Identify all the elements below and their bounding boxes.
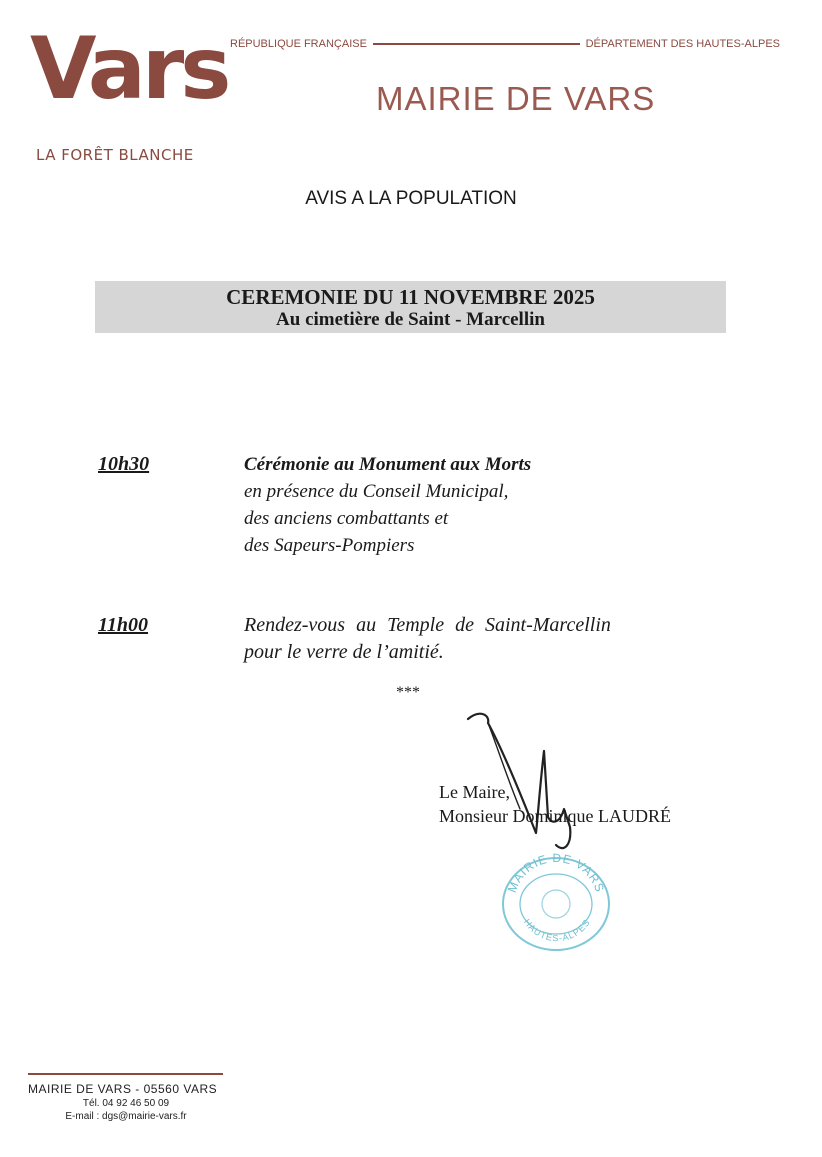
footer-phone: Tél. 04 92 46 50 09 [82, 1098, 170, 1109]
page-title: MAIRIE DE VARS [376, 80, 656, 117]
footer-email: E-mail : dgs@mairie-vars.fr [65, 1111, 187, 1122]
svg-text:HAUTES-ALPES [522, 917, 592, 943]
signatory-name: Monsieur Dominique LAUDRÉ [439, 806, 671, 826]
department-caption: DÉPARTEMENT DES HAUTES-ALPES [585, 38, 780, 50]
svg-text:MAIRIE DE VARS [505, 852, 607, 895]
banner-line-1: CEREMONIE DU 11 NOVEMBRE 2025 [226, 285, 595, 309]
separator: *** [396, 684, 420, 701]
program-line: en présence du Conseil Municipal, [244, 481, 509, 502]
ceremony-banner [95, 281, 726, 333]
program-item-1 [244, 451, 726, 559]
program-heading-1: Cérémonie au Monument aux Morts [244, 454, 532, 475]
logo-tagline: LA FORÊT BLANCHE [36, 146, 194, 164]
footer-rule [28, 1073, 223, 1075]
footer-address: MAIRIE DE VARS - 05560 VARS [28, 1082, 218, 1096]
program-line: des Sapeurs-Pompiers [244, 535, 415, 556]
program-line: des anciens combattants et [244, 508, 449, 529]
republic-caption: RÉPUBLIQUE FRANÇAISE [230, 38, 367, 50]
header-caption-line [230, 38, 780, 50]
stamp-subtext: HAUTES-ALPES [521, 917, 593, 944]
stamp-text: MAIRIE DE VARS [504, 852, 608, 895]
banner-line-2: Au cimetière de Saint - Marcellin [276, 309, 545, 330]
official-stamp [500, 852, 612, 952]
program-line: Rendez-vous au Temple de Saint-Marcellin [244, 614, 611, 636]
program-item-2 [244, 612, 726, 666]
signatory-role: Le Maire, [439, 782, 510, 802]
signature-block [439, 780, 671, 828]
notice-title: AVIS A LA POPULATION [305, 188, 517, 209]
vars-logo: Vars [30, 19, 228, 119]
program-time-1: 10h30 [98, 453, 150, 475]
program-time-2: 11h00 [98, 614, 149, 636]
header-rule [373, 43, 580, 45]
program-line: pour le verre de l’amitié. [244, 641, 444, 663]
